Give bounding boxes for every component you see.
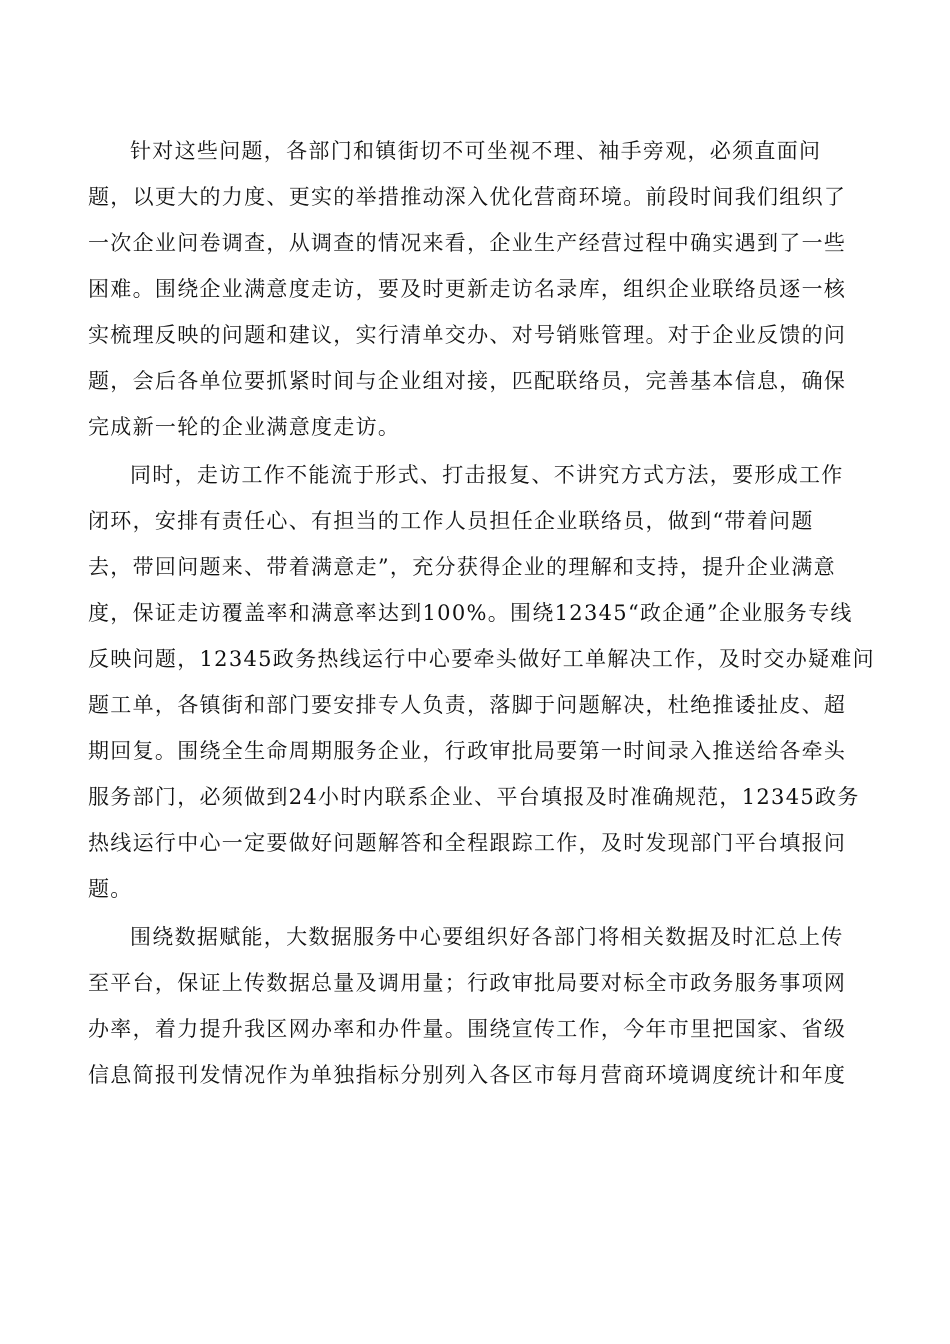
text-line: 至平台，保证上传数据总量及调用量；行政审批局要对标全市政务服务事项网 [88,971,847,995]
text-line: 闭环，安排有责任心、有担当的工作人员担任企业联络员，做到“带着问题 [88,509,814,533]
text-line: 完成新一轮的企业满意度走访。 [88,415,401,439]
text-line: 一次企业问卷调查，从调查的情况来看，企业生产经营过程中确实遇到了一些 [88,231,847,255]
text-line: 去，带回问题来、带着满意走”，充分获得企业的理解和支持，提升企业满意 [88,555,836,579]
text-line: 同时，走访工作不能流于形式、打击报复、不讲究方式方法，要形成工作 [130,463,844,487]
text-line: 热线运行中心一定要做好问题解答和全程跟踪工作，及时发现部门平台填报问 [88,831,847,855]
text-line: 题，以更大的力度、更实的举措推动深入优化营商环境。前段时间我们组织了 [88,185,847,209]
text-line: 针对这些问题，各部门和镇街切不可坐视不理、袖手旁观，必须直面问 [130,139,822,163]
text-line: 围绕数据赋能，大数据服务中心要组织好各部门将相关数据及时汇总上传 [130,925,844,949]
text-line: 困难。围绕企业满意度走访，要及时更新走访名录库，组织企业联络员逐一核 [88,277,847,301]
text-line: 信息简报刊发情况作为单独指标分别列入各区市每月营商环境调度统计和年度 [88,1063,847,1087]
paragraph-3 [88,914,868,1098]
paragraph-1 [88,128,868,450]
text-line: 反映问题，12345政务热线运行中心要牵头做好工单解决工作，及时交办疑难问 [88,647,875,671]
text-line: 服务部门，必须做到24小时内联系企业、平台填报及时准确规范，12345政务 [88,785,860,809]
text-line: 期回复。围绕全生命周期服务企业，行政审批局要第一时间录入推送给各牵头 [88,739,847,763]
text-line: 实梳理反映的问题和建议，实行清单交办、对号销账管理。对于企业反馈的问 [88,323,847,347]
text-line: 题工单，各镇街和部门要安排专人负责，落脚于问题解决，杜绝推诿扯皮、超 [88,693,847,717]
document-body [88,128,875,1100]
text-line: 办率，着力提升我区网办率和办件量。围绕宣传工作，今年市里把国家、省级 [88,1017,847,1041]
text-line: 题，会后各单位要抓紧时间与企业组对接，匹配联络员，完善基本信息，确保 [88,369,847,393]
text-line: 题。 [88,877,133,901]
paragraph-2 [88,452,875,912]
text-line: 度，保证走访覆盖率和满意率达到100%。围绕12345“政企通”企业服务专线 [88,601,853,625]
